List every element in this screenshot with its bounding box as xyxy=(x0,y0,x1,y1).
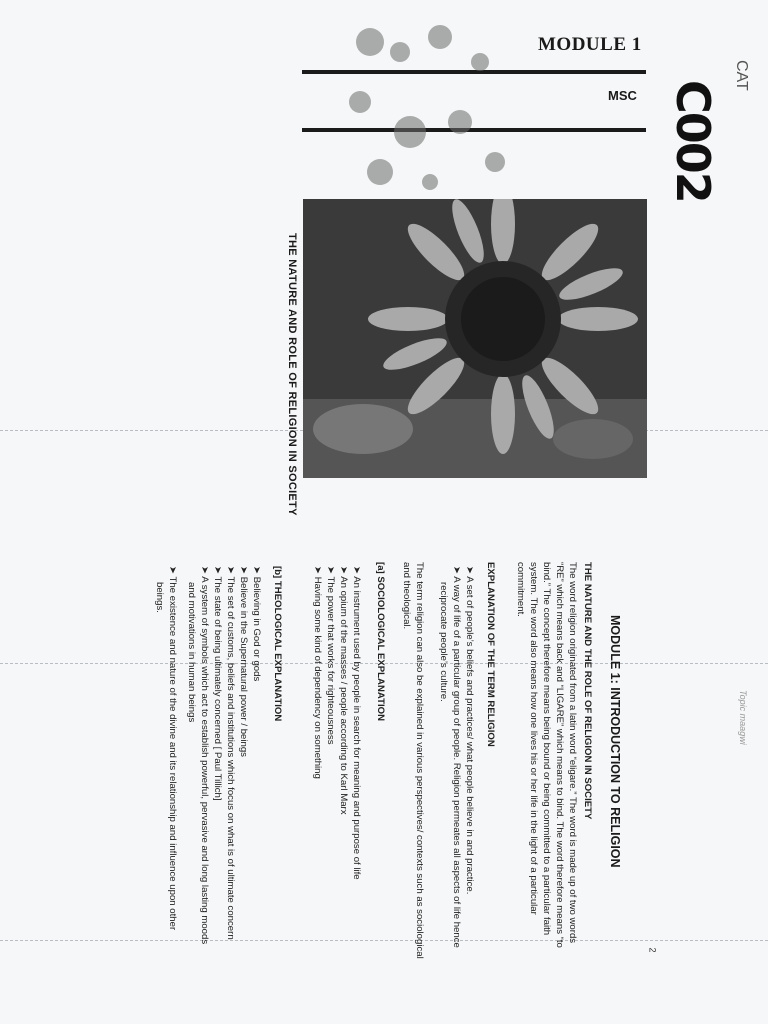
perspectives-line: The term religion can also be explained in various perspectives/ contexts such as sociological xyxy=(414,562,425,959)
sociological-item: ➤ An instrument used by people in search for meaning and purpose of life xyxy=(351,566,362,880)
explanation-item: ➤ A way of life of a particular group of people. Religion permeates all aspects of life hence xyxy=(451,566,462,948)
intro-line: The word religion originated from a latin word “eligare.” The word is made up of two words xyxy=(567,562,578,944)
theological-item: beings. xyxy=(154,582,165,613)
fold-line xyxy=(0,940,768,941)
sociological-heading: [a] SOCIOLOGICAL EXPLANATION xyxy=(375,562,386,722)
photocopy-smudge xyxy=(330,22,520,197)
theological-item: ➤ The state of being ultimately concerned [ Paul Tillich] xyxy=(212,566,223,801)
sociological-item: ➤ Having some kind of dependency on something xyxy=(312,566,323,779)
explanation-heading: EXPLANATION OF THE TERM RELIGION xyxy=(485,562,496,747)
intro-line: bind.” The concept therefore means being bound or being committed to a particular faith xyxy=(541,562,552,936)
main-title: THE NATURE AND ROLE OF RELIGION IN SOCIETY xyxy=(286,233,298,516)
explanation-item: reciprocate people’s culture. xyxy=(438,582,449,702)
intro-line: system. The word also means how one lives his or her life in the light of a particular xyxy=(528,562,539,915)
sociological-item: ➤ An opium of the masses / people according to Karl Marx xyxy=(338,566,349,815)
intro-line: “RE” which means back and “LIGARE” which means to bind. The word therefore means “to xyxy=(554,562,565,948)
perspectives-line: and theological. xyxy=(401,562,412,630)
theological-item: ➤ Believing in God or gods xyxy=(251,566,262,682)
corner-stamp: CAT xyxy=(733,60,750,91)
explanation-item: ➤ A set of people’s beliefs and practices/ what people believe in and practice. xyxy=(464,566,475,895)
section-heading: THE NATURE AND THE ROLE OF RELIGION IN SOCIETY xyxy=(582,562,593,820)
theological-item: ➤ A system of symbols which act to establish powerful, pervasive and long lasting moods xyxy=(199,566,210,945)
code-text: C002 xyxy=(666,80,720,202)
theological-item: ➤ The existence and nature of the divine and its relationship and influence upon other xyxy=(167,566,178,931)
sociological-item: ➤ The power that works for righteousness xyxy=(325,566,336,745)
program-label: MSC xyxy=(608,88,637,103)
page-number: 2 xyxy=(647,947,658,953)
theological-item: ➤ Believe in the Supernatural power / beings xyxy=(238,566,249,757)
module-label: MODULE 1 xyxy=(538,34,642,55)
module-heading: MODULE 1: INTRODUCTION TO RELIGION xyxy=(608,615,622,868)
theological-item: ➤ The set of customs, beliefs and institutions which focus on what is of ultimate concern xyxy=(225,566,236,940)
theological-heading: [b] THEOLOGICAL EXPLANATION xyxy=(272,566,283,722)
theological-item: and motivations in human beings xyxy=(186,582,197,723)
sunflower-image xyxy=(303,199,647,478)
pencil-note: Topic maagwi xyxy=(738,690,748,745)
intro-line: commitment. xyxy=(515,562,526,617)
